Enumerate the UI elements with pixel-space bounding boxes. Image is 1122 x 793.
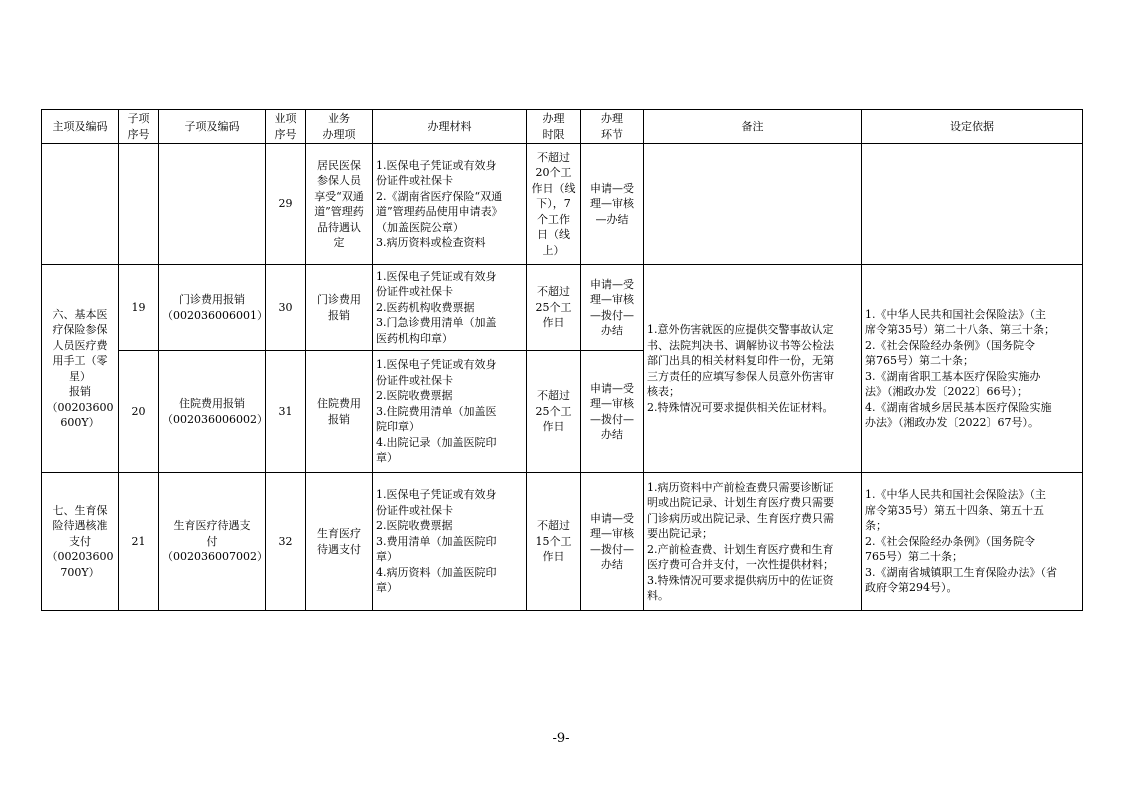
text-line: 份证件或社保卡 [376,285,453,299]
text-line: 申请—受 [590,511,634,525]
text-line: 序号 [127,127,150,141]
text-line: 法》（湘政办发〔2022〕66号）； [865,385,1028,398]
text-line: 份证件或社保卡 [376,373,453,387]
text-line: 不超过 [537,519,570,533]
text-line: 报销 [328,412,350,426]
text-line: —拨付— [590,542,634,556]
header-time-limit [527,110,581,144]
text-line: 1.病历资料中产前检查费只需要诊断证 [647,480,834,494]
text-line: 3.费用清单（加盖医院印 [376,534,497,548]
text-line: 用手工（零 [52,354,108,367]
text-line: 七、生育保 [52,503,108,517]
text-line: 4.出院记录（加盖医院印 [376,435,497,449]
text-line: 不超过 [537,150,570,164]
text-line: 生育医疗 [317,527,361,540]
text-line: 住院费用报销 [179,397,245,410]
text-line: —拨付— [590,308,634,322]
cell-steps [581,351,644,473]
text-line: 作日（线 [531,181,576,195]
text-line: （00203600 [46,550,114,564]
text-line: 办法》（湘政办发〔2022〕67号）。 [865,416,1039,429]
text-line: 星） [69,369,91,383]
text-line: 作日 [542,316,565,330]
cell-time-limit [527,265,581,351]
cell-time-limit [527,351,581,473]
text-line: 20个工 [535,166,572,180]
text-line: 3.《湖南省职工基本医疗保险实施办 [865,369,1041,383]
cell-basis [862,473,1083,611]
text-line: 品待遇认 [317,220,361,234]
text-line: 住院费用 [317,397,361,410]
cell-notes [644,265,862,473]
text-line: 不超过 [537,389,570,403]
cell-sub-item [159,265,266,351]
text-line: 3.《湖南省城镇职工生育保险办法》（省 [865,565,1057,579]
text-line: （00203600 [46,400,114,414]
text-line: 居民医保 [317,158,361,172]
text-line: 环节 [601,127,623,141]
cell-materials [373,265,527,351]
text-line: （002036006002） [162,412,268,426]
text-line: 作日 [542,420,565,434]
text-line: 医药机构印章） [376,331,453,345]
cell-sub-seq: 20 [119,351,159,473]
text-line: 疗保险参保 [52,323,108,336]
text-line: 业务 [328,112,350,125]
page-number: -9- [552,731,570,746]
cell-notes [644,473,862,611]
text-line: 三方责任的应填写参保人员意外伤害审 [647,369,834,383]
cell-sub-item [159,351,266,473]
text-line: 条； [865,519,887,533]
text-line: 报销 [69,385,91,398]
text-line: 2.《社会保险经办条例》（国务院令 [865,534,1035,548]
text-line: 2.《湖南省医疗保险“双通 [376,189,503,203]
text-line: 2.医药机构收费票据 [376,300,475,314]
text-line: 序号 [274,127,297,141]
text-line: 4.《湖南省城乡居民基本医疗保险实施 [865,400,1052,414]
text-line: 15个工 [535,534,572,548]
text-line: 700Y） [60,565,100,579]
cell-biz-seq: 31 [266,351,306,473]
text-line: 25个工 [535,404,572,418]
text-line: 2.产前检查费、计划生育医疗费和生育 [647,542,834,556]
text-line: 明或出院记录、计划生育医疗费只需要 [647,496,834,509]
text-line: 要出院记录； [647,527,713,540]
cell-biz-item [306,144,373,265]
cell-sub-item [159,473,266,611]
text-line: 道”管理药品使用申请表》 [376,205,503,218]
header-biz-item [306,110,373,144]
text-line: —办结 [595,212,629,226]
table-row [42,144,1083,265]
cell-steps [581,144,644,265]
text-line: 4.病历资料（加盖医院印 [376,565,497,579]
text-line: 险待遇核准 [52,519,108,533]
text-line: 2.医院收费票据 [376,389,453,403]
cell-time-limit [527,473,581,611]
text-line: 办结 [601,428,623,441]
text-line: 办理 [542,112,565,125]
text-line: 享受“双通 [314,189,364,203]
text-line: 份证件或社保卡 [376,503,453,517]
text-line: 作日 [542,550,565,564]
text-line: 办结 [601,324,623,337]
text-line: 第765号）第二十条； [865,354,974,367]
text-line: 子项 [127,112,150,125]
text-line: 理—审核 [590,397,634,410]
text-line: 部门出具的相关材料复印件一份，无第 [647,354,834,367]
text-line: 3.特殊情况可要求提供病历中的佐证资 [647,573,834,587]
text-line: 道”管理药 [314,205,364,218]
cell-sub-seq: 21 [119,473,159,611]
text-line: 1.医保电子凭证或有效身 [376,158,497,172]
text-line: 业项 [274,112,297,125]
text-line: 申请—受 [590,181,634,195]
text-line: 支付 [69,534,91,548]
cell-steps [581,265,644,351]
cell-basis [862,144,1083,265]
table-row [42,473,1083,611]
cell-notes [644,144,862,265]
header-materials [373,110,527,144]
text-line: 办理 [601,112,623,125]
text-line: 3.门急诊费用清单（加盖 [376,316,497,330]
text-line: 备注 [741,119,764,133]
text-line: 理—审核 [590,293,634,306]
text-line: 核表； [647,385,680,398]
cell-main-item [42,473,119,611]
text-line: 报销 [328,308,350,322]
header-row [42,110,1083,144]
cell-materials [373,144,527,265]
text-line: 办理项 [322,127,356,141]
text-line: 办理材料 [427,119,472,133]
text-line: 2.医院收费票据 [376,519,453,533]
text-line: 日（线 [537,228,570,242]
text-line: 上） [542,243,565,257]
text-line: （加盖医院公章） [376,220,464,234]
text-line: 人员医疗费 [52,338,108,352]
text-line: 门诊病历或出院记录、生育医疗费只需 [647,511,834,525]
text-line: 申请—受 [590,381,634,395]
text-line: 料。 [647,589,669,602]
text-line: 设定依据 [950,119,994,133]
text-line: 时限 [542,127,565,141]
text-line: 六、基本医 [52,307,108,321]
cell-sub-item [159,144,266,265]
header-sub-seq [119,110,159,144]
text-line: 765号）第二十条； [865,550,963,564]
text-line: 参保人员 [317,174,361,187]
header-main-item [42,110,119,144]
text-line: —拨付— [590,412,634,426]
text-line: 2.特殊情况可要求提供相关佐证材料。 [647,400,834,414]
text-line: 1.《中华人民共和国社会保险法》（主 [865,488,1046,502]
cell-materials [373,351,527,473]
text-line: 1.《中华人民共和国社会保险法》（主 [865,307,1046,321]
text-line: 门诊费用 [317,293,361,306]
text-line: 1.医保电子凭证或有效身 [376,358,497,372]
cell-main-item [42,265,119,473]
text-line: 定 [333,236,345,249]
text-line: 申请—受 [590,277,634,291]
cell-sub-seq [119,144,159,265]
text-line: 医疗费可合并支付，一次性提供材料； [647,558,834,571]
text-line: 不超过 [537,285,570,299]
policy-table [41,109,1083,611]
text-line: 下），7 [536,197,571,211]
cell-basis [862,265,1083,473]
cell-biz-item [306,473,373,611]
header-sub-item [159,110,266,144]
cell-materials [373,473,527,611]
header-basis [862,110,1083,144]
text-line: 席令第35号）第二十八条、第三十条； [865,323,1055,336]
text-line: 1.医保电子凭证或有效身 [376,269,497,283]
text-line: 理—审核 [590,527,634,540]
text-line: 席令第35号）第五十四条、第五十五 [865,503,1044,517]
text-line: 章） [376,550,398,564]
text-line: 1.医保电子凭证或有效身 [376,488,497,502]
text-line: （002036006001） [162,308,268,322]
cell-time-limit [527,144,581,265]
header-notes [644,110,862,144]
text-line: 1.意外伤害就医的应提供交警事故认定 [647,323,834,336]
cell-biz-seq: 29 [266,144,306,265]
cell-biz-seq: 30 [266,265,306,351]
text-line: 3.病历资料或检查资料 [376,236,486,249]
text-line: 付 [206,534,218,548]
text-line: 600Y） [60,416,100,429]
cell-main-item [42,144,119,265]
text-line: 章） [376,581,398,595]
cell-sub-seq: 19 [119,265,159,351]
text-line: 主项及编码 [52,119,108,133]
text-line: 个工作 [537,212,570,226]
cell-biz-seq: 32 [266,473,306,611]
table-row [42,265,1083,351]
cell-biz-item [306,265,373,351]
text-line: 子项及编码 [184,119,240,133]
text-line: 院印章） [376,420,420,434]
header-steps [581,110,644,144]
text-line: 政府令第294号）。 [865,581,958,595]
text-line: 章） [376,451,398,465]
text-line: 2.《社会保险经办条例》（国务院令 [865,338,1035,352]
text-line: 生育医疗待遇支 [173,519,251,533]
text-line: 3.住院费用清单（加盖医 [376,404,497,418]
text-line: 办结 [601,558,623,571]
text-line: 门诊费用报销 [179,293,245,306]
text-line: 理—审核 [590,197,634,211]
text-line: （002036007002） [162,550,268,564]
cell-biz-item [306,351,373,473]
header-biz-seq [266,110,306,144]
cell-steps [581,473,644,611]
text-line: 待遇支付 [317,542,361,556]
text-line: 25个工 [535,300,572,314]
text-line: 份证件或社保卡 [376,174,453,187]
text-line: 书、法院判决书、调解协议书等公检法 [647,338,834,352]
